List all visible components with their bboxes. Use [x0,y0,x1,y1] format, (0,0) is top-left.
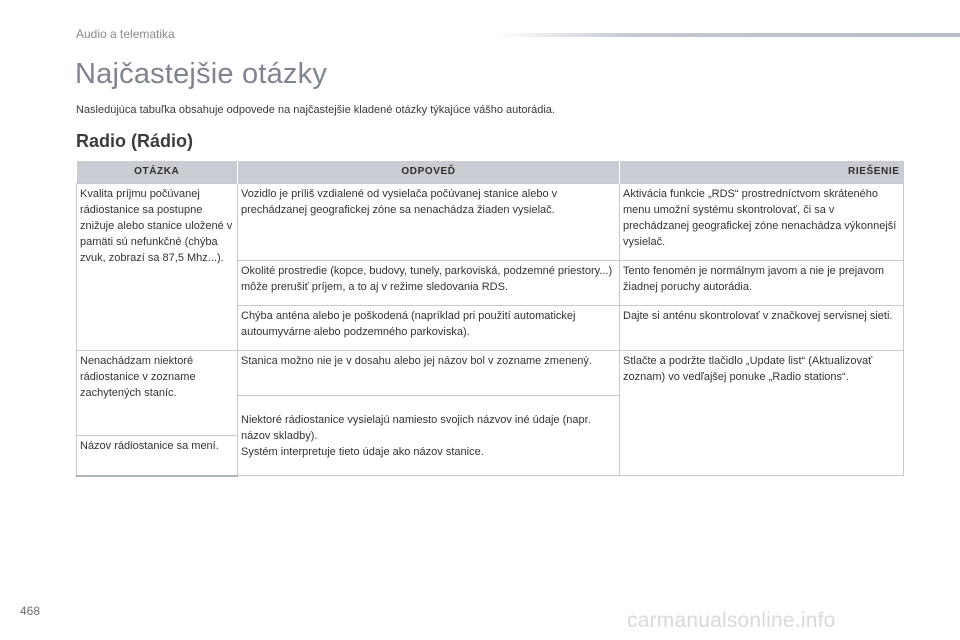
page-title: Najčastejšie otázky [75,58,328,90]
answer-cell: Vozidlo je príliš vzdialené od vysielača počúvanej stanice alebo v prechádzanej geografickej zóne sa nenachádza žiaden vysielač. [238,184,620,261]
answer-cell [238,396,620,476]
question-cell: Kvalita príjmu počúvanej rádiostanice sa postupne znižuje alebo stanice uložené v pamäti sú nefunkčné (chýba zvuk, zobrazí sa 87,5 Mhz...). [77,184,238,351]
table-header-row [77,161,904,184]
table-row [77,184,904,261]
header-rule [495,33,960,37]
table-row [77,351,904,396]
section-title: Radio (Rádio) [76,131,193,151]
solution-cell: Aktivácia funkcie „RDS“ prostredníctvom skráteného menu umožní systému skontrolovať, či sa v prechádzanej geografickej zóne nenachádza výkonnejší vysielač. [620,184,904,261]
question-cell: Názov rádiostanice sa mení. [77,436,238,476]
answer-cell: Chýba anténa alebo je poškodená (napríklad pri použití automatickej autoumyvárne alebo podzemného parkoviska). [238,306,620,351]
watermark-logo: carmanualsonline.info [627,609,836,632]
question-cell: Nenachádzam niektoré rádiostanice v zozname zachytených staníc. [77,351,238,436]
faq-table [76,161,904,477]
solution-cell: Tento fenomén je normálnym javom a nie je prejavom žiadnej poruchy autorádia. [620,261,904,306]
answer-line: Systém interpretuje tieto údaje ako názov stanice. [241,446,484,458]
solution-cell: Dajte si anténu skontrolovať v značkovej servisnej sieti. [620,306,904,351]
answer-cell: Okolité prostredie (kopce, budovy, tunely, parkoviská, podzemné priestory...) môže prerušiť príjem, a to aj v režime sledovania RDS. [238,261,620,306]
answer-cell: Stanica možno nie je v dosahu alebo jej názov bol v zozname zmenený. [238,351,620,396]
intro-text: Nasledujúca tabuľka obsahuje odpovede na najčastejšie kladené otázky týkajúce vášho autorádia. [76,104,555,116]
header-question: OTÁZKA [77,161,238,184]
solution-cell: Stlačte a podržte tlačidlo „Update list“ (Aktualizovať zoznam) vo vedľajšej ponuke „Radio stations“. [620,351,904,476]
page-number: 468 [20,604,41,618]
section-header: Audio a telematika [76,27,175,41]
answer-line: Niektoré rádiostanice vysielajú namiesto svojich názvov iné údaje (napr. názov skladby). [241,414,591,442]
header-answer: ODPOVEĎ [238,161,620,184]
header-solution: RIEŠENIE [620,161,904,184]
